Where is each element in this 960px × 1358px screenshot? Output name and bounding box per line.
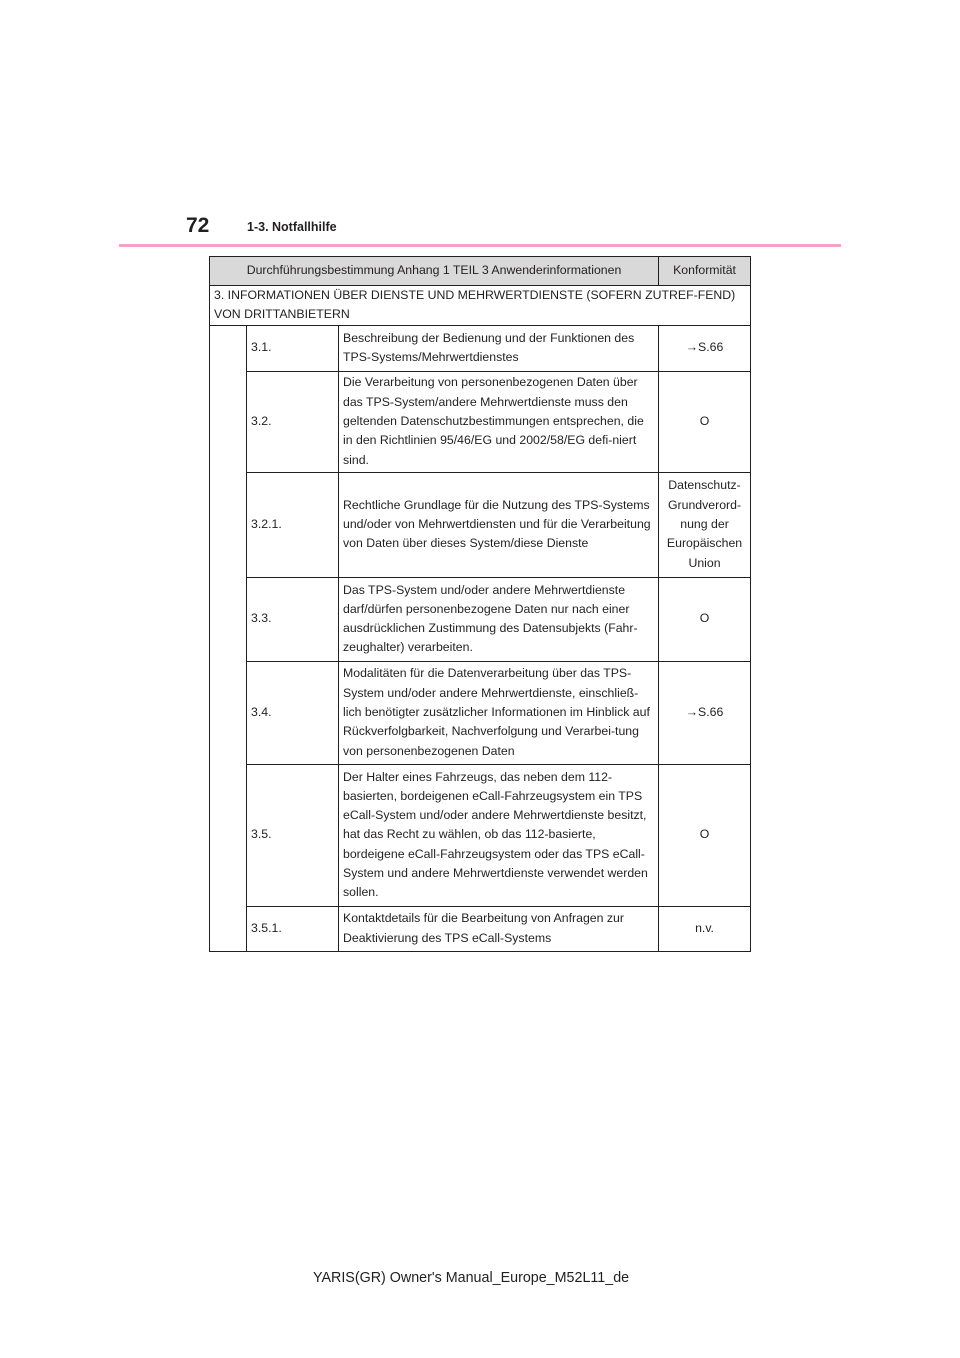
- row-number: 3.5.1.: [247, 906, 339, 951]
- row-conformity: →S.66: [659, 661, 751, 764]
- table-row: [210, 906, 751, 951]
- row-conformity: O: [659, 764, 751, 906]
- section-heading-row: [210, 286, 751, 326]
- section-title: 1-3. Notfallhilfe: [247, 220, 337, 234]
- row-description: Beschreibung der Bedienung und der Funktionen des TPS-Systems/Mehrwertdienstes: [339, 325, 659, 371]
- section-heading: 3. INFORMATIONEN ÜBER DIENSTE UND MEHRWERTDIENSTE (SOFERN ZUTREF-FEND) VON DRITTANBIETERN: [210, 286, 751, 326]
- row-conformity: Datenschutz-Grundverord-nung der Europäischen Union: [659, 472, 751, 577]
- row-number: 3.5.: [247, 764, 339, 906]
- row-conformity: O: [659, 577, 751, 661]
- table-row: [210, 764, 751, 906]
- row-description: Der Halter eines Fahrzeugs, das neben dem 112-basierten, bordeigenen eCall-Fahrzeugsystem ein TPS eCall-System und/oder andere Mehrwertdienste besitzt, hat das Recht zu wählen, ob das 112-basierte, bordeigene eCall-Fahrzeugsystem oder das TPS eCall-System und andere Mehrwertdienste verwendet werden sollen.: [339, 764, 659, 906]
- row-conformity: n.v.: [659, 906, 751, 951]
- header-rule: [119, 244, 841, 247]
- row-number: 3.3.: [247, 577, 339, 661]
- row-conformity: O: [659, 371, 751, 472]
- row-number: 3.1.: [247, 325, 339, 371]
- row-description: Kontaktdetails für die Bearbeitung von Anfragen zur Deaktivierung des TPS eCall-Systems: [339, 906, 659, 951]
- table-header-row: [210, 257, 751, 286]
- indent-cell: [210, 325, 247, 951]
- table-row: [210, 325, 751, 371]
- row-description: Modalitäten für die Datenverarbeitung über das TPS-System und/oder andere Mehrwertdienste, einschließ-lich benötigter zusätzlicher Informationen im Hinblick auf Rückverfolgbarkeit, Nachverfolgung und Verarbei-tung von personenbezogenen Daten: [339, 661, 659, 764]
- row-number: 3.2.1.: [247, 472, 339, 577]
- row-description: Das TPS-System und/oder andere Mehrwertdienste darf/dürfen personenbezogene Daten nur nach einer ausdrücklichen Zustimmung des Datensubjekts (Fahr-zeughalter) verarbeiten.: [339, 577, 659, 661]
- requirement-column-header: Durchführungsbestimmung Anhang 1 TEIL 3 Anwenderinformationen: [210, 257, 659, 286]
- row-description: Rechtliche Grundlage für die Nutzung des TPS-Systems und/oder von Mehrwertdiensten und für die Verarbeitung von Daten über dieses System/diese Dienste: [339, 472, 659, 577]
- page-number: 72: [186, 214, 210, 237]
- table-row: [210, 577, 751, 661]
- table-row: [210, 371, 751, 472]
- requirements-table: [209, 256, 751, 952]
- row-conformity: →S.66: [659, 325, 751, 371]
- table-row: [210, 661, 751, 764]
- row-description: Die Verarbeitung von personenbezogenen Daten über das TPS-System/andere Mehrwertdienste muss den geltenden Datenschutzbestimmungen entsprechen, die in den Richtlinien 95/46/EG und 2002/58/EG defi-niert sind.: [339, 371, 659, 472]
- row-number: 3.2.: [247, 371, 339, 472]
- conformity-column-header: Konformität: [659, 257, 751, 286]
- row-number: 3.4.: [247, 661, 339, 764]
- footer-manual-id: YARIS(GR) Owner's Manual_Europe_M52L11_de: [313, 1270, 630, 1286]
- table-row: [210, 472, 751, 577]
